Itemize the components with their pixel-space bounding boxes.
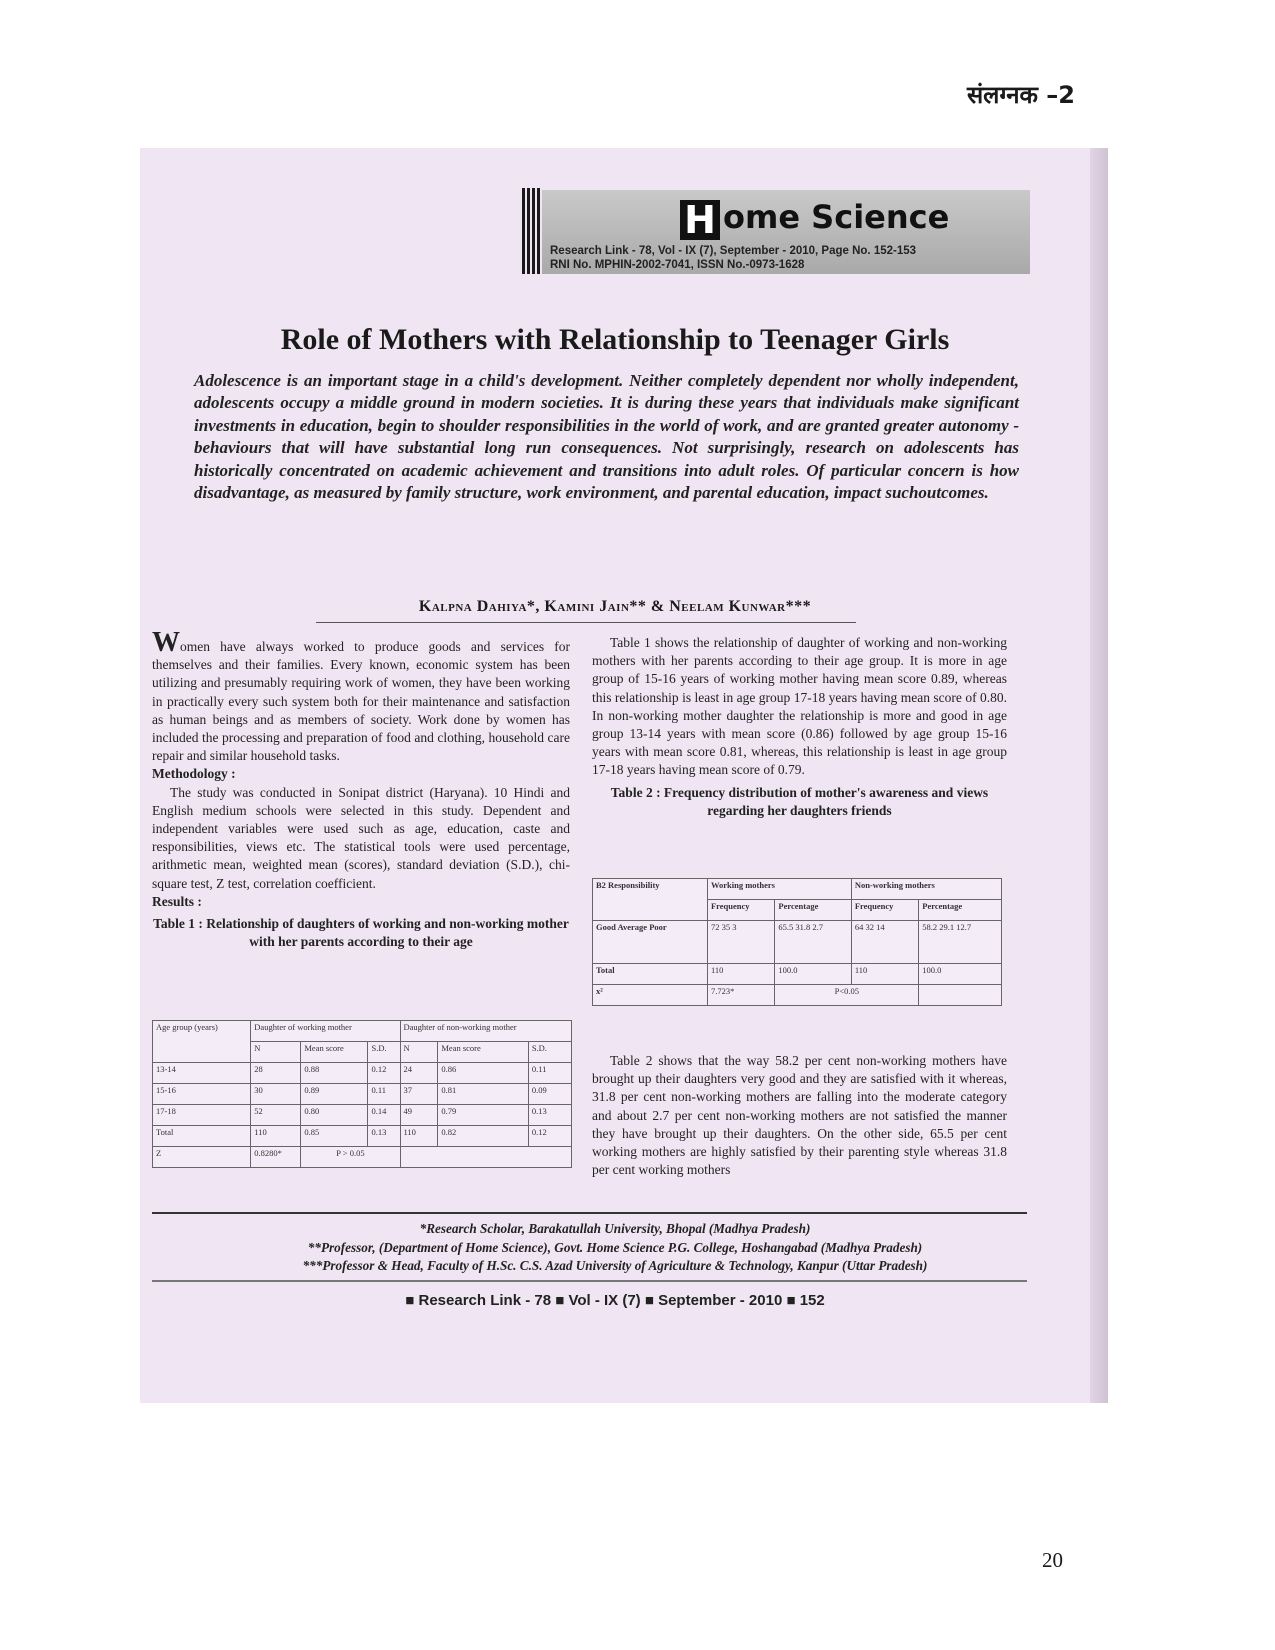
t1-cell: 0.13 — [368, 1126, 400, 1147]
t1-cell: 0.09 — [528, 1084, 571, 1105]
t2-cell: 110 — [707, 964, 774, 985]
t1-cell: 0.81 — [438, 1084, 528, 1105]
journal-footer: ■ Research Link - 78 ■ Vol - IX (7) ■ September - 2010 ■ 152 — [405, 1292, 825, 1309]
footnote-2: **Professor, (Department of Home Science), Govt. Home Science P.G. College, Hoshangabad (Madhya Pradesh) — [307, 1239, 923, 1255]
t2-cell: Total — [593, 964, 708, 985]
table-row — [153, 1105, 572, 1126]
t1-header-working: Daughter of working mother — [251, 1021, 400, 1042]
t1-header-age: Age group (years) — [153, 1021, 251, 1063]
t1-z-label: Z — [153, 1147, 251, 1168]
t1-cell: 0.80 — [301, 1105, 368, 1126]
t2-header-resp: B2 Responsibility — [593, 879, 708, 921]
banner-stripes — [522, 188, 540, 274]
t2-sub: Frequency — [851, 900, 918, 921]
t1-sub: Mean score — [301, 1042, 368, 1063]
t1-cell: 0.11 — [528, 1063, 571, 1084]
intro-text: omen have always worked to produce goods and services for themselves and their families. Every known, economic system has been utilizing and presumably requiring work of women, they have been working in practically every such system both for their maintenance and satisfaction as human beings and as members of society. Work done by women has included the processing and preparation of food and clothing, household care repair and similar household tasks. — [152, 639, 570, 764]
table-2 — [592, 878, 1002, 1006]
t1-cell: 30 — [251, 1084, 301, 1105]
t2-chi-label: x² — [593, 985, 708, 1006]
t2-cell: 110 — [851, 964, 918, 985]
t1-p-value: P > 0.05 — [301, 1147, 400, 1168]
t1-header-nonworking: Daughter of non-working mother — [400, 1021, 572, 1042]
article-title: Role of Mothers with Relationship to Teenager Girls — [280, 323, 950, 356]
t2-cell: 100.0 — [919, 964, 1002, 985]
logo-letter: H — [680, 200, 720, 240]
logo-text: ome Science — [723, 198, 950, 236]
footnote-3: ***Professor & Head, Faculty of H.Sc. C.S. Azad University of Agriculture & Technology, Kanpur (Uttar Pradesh) — [302, 1258, 928, 1273]
results-heading: Results : — [152, 893, 202, 909]
table-row — [593, 964, 1002, 985]
t1-cell: 15-16 — [153, 1084, 251, 1105]
right-column-continued — [592, 1052, 1007, 1179]
t1-cell: 110 — [400, 1126, 438, 1147]
t1-cell: 49 — [400, 1105, 438, 1126]
right-column — [592, 634, 1007, 824]
t1-cell: 0.89 — [301, 1084, 368, 1105]
t2-header-working: Working mothers — [707, 879, 851, 900]
t1-sub: N — [251, 1042, 301, 1063]
t1-sub: N — [400, 1042, 438, 1063]
table-1 — [152, 1020, 572, 1168]
table2-caption: Table 2 : Frequency distribution of mother's awareness and views regarding her daughters friends — [610, 784, 989, 818]
abstract: Adolescence is an important stage in a child's development. Neither completely dependent nor wholly independent, adolescents occupy a middle ground in modern societies. It is during these years that individuals make significant investments in education, begin to shoulder responsibilities in the world of work, and are granted greater autonomy - behaviours that will have substantial long run consequences. Not surprisingly, research on adolescents has historically concentrated on academic achievement and transitions into adult roles. Of particular concern is how disadvantage, as measured by family structure, work environment, and parental education, impact suchoutcomes. — [194, 371, 1019, 503]
scanned-article — [140, 148, 1090, 1403]
t1-cell: 110 — [251, 1126, 301, 1147]
footer-divider — [152, 1280, 1027, 1282]
t1-cell: 0.14 — [368, 1105, 400, 1126]
t1-cell: 17-18 — [153, 1105, 251, 1126]
t1-cell: 52 — [251, 1105, 301, 1126]
footnote-1: *Research Scholar, Barakatullah University, Bhopal (Madhya Pradesh) — [419, 1221, 811, 1236]
t1-cell: 0.88 — [301, 1063, 368, 1084]
t2-cell: 72 35 3 — [707, 921, 774, 964]
banner-issn: RNI No. MPHIN-2002-7041, ISSN No.-0973-1628 — [550, 259, 805, 271]
t2-header-nonworking: Non-working mothers — [851, 879, 1001, 900]
t2-cell: 100.0 — [775, 964, 851, 985]
left-column — [152, 627, 570, 955]
table-row — [153, 1126, 572, 1147]
table-row — [593, 921, 1002, 964]
table2-discussion: Table 2 shows that the way 58.2 per cent non-working mothers have brought up their daughters very good and they are satisfied with it whereas, 31.8 per cent non-working mothers are falling into the moderate category and about 2.7 per cent non-working mothers are not satisfied the manner they have brought up their daughters. On the other side, 65.5 per cent working mothers are highly satisfied by their parenting style whereas 31.8 per cent working mothers — [592, 1053, 1007, 1178]
methodology-heading: Methodology : — [152, 766, 236, 782]
authors: Kalpna Dahiya*, Kamini Jain** & Neelam Kunwar*** — [418, 598, 812, 615]
t1-cell: 0.79 — [438, 1105, 528, 1126]
t1-sub: S.D. — [528, 1042, 571, 1063]
t2-cell: 65.5 31.8 2.7 — [775, 921, 851, 964]
drop-cap: W — [152, 627, 180, 658]
table-row — [593, 985, 1002, 1006]
t1-sub: Mean score — [438, 1042, 528, 1063]
page-number: 20 — [1042, 1548, 1063, 1572]
intro-paragraph — [152, 627, 570, 765]
t1-cell: 0.11 — [368, 1084, 400, 1105]
annex-label: संलग्नक –2 — [966, 81, 1075, 109]
t1-cell: Total — [153, 1126, 251, 1147]
t1-cell: 24 — [400, 1063, 438, 1084]
t1-cell: 13-14 — [153, 1063, 251, 1084]
methodology-text: The study was conducted in Sonipat district (Haryana). 10 Hindi and English medium schools were selected in this study. Dependent and independent variables were used such as age, education, caste and responsibilities, views etc. The statistical tools were used percentage, arithmetic mean, weighted mean (scores), standard deviation (S.D.), chi-square test, Z test, correlation coefficient. — [152, 784, 570, 891]
t2-p-value: P<0.05 — [775, 985, 919, 1006]
t1-cell: 0.13 — [528, 1105, 571, 1126]
banner-citation: Research Link - 78, Vol - IX (7), September - 2010, Page No. 152-153 — [550, 245, 917, 257]
t1-cell: 37 — [400, 1084, 438, 1105]
footnotes — [140, 1220, 1090, 1276]
t1-empty — [400, 1147, 572, 1168]
t2-cell: 64 32 14 — [851, 921, 918, 964]
t1-cell: 0.12 — [528, 1126, 571, 1147]
t1-cell: 0.12 — [368, 1063, 400, 1084]
t1-sub: S.D. — [368, 1042, 400, 1063]
t1-cell: 0.86 — [438, 1063, 528, 1084]
table-row — [153, 1084, 572, 1105]
table-row — [153, 1147, 572, 1168]
t1-cell: 28 — [251, 1063, 301, 1084]
t2-sub: Percentage — [919, 900, 1002, 921]
t2-cell: Good Average Poor — [593, 921, 708, 964]
footnote-divider — [152, 1212, 1027, 1214]
author-divider — [316, 622, 856, 623]
t2-chi-value: 7.723* — [707, 985, 774, 1006]
table1-discussion: Table 1 shows the relationship of daughter of working and non-working mothers with her parents according to their age group. It is more in age group of 15-16 years of working mother having mean score 0.89, whereas this relationship is least in age group 17-18 years having mean score of 0.80. In non-working mother daughter the relationship is more and good in age group 13-14 years with mean score (0.86) followed by age group 15-16 years with mean score 0.81, whereas, this relationship is least in age group 17-18 years having mean score of 0.79. — [592, 635, 1007, 778]
t2-sub: Percentage — [775, 900, 851, 921]
t1-cell: 0.85 — [301, 1126, 368, 1147]
t2-empty — [919, 985, 1002, 1006]
t2-sub: Frequency — [707, 900, 774, 921]
t2-cell: 58.2 29.1 12.7 — [919, 921, 1002, 964]
t1-z-value: 0.8280* — [251, 1147, 301, 1168]
t1-cell: 0.82 — [438, 1126, 528, 1147]
table-row — [153, 1063, 572, 1084]
table1-caption: Table 1 : Relationship of daughters of working and non-working mother with her parents according to their age — [153, 916, 569, 950]
